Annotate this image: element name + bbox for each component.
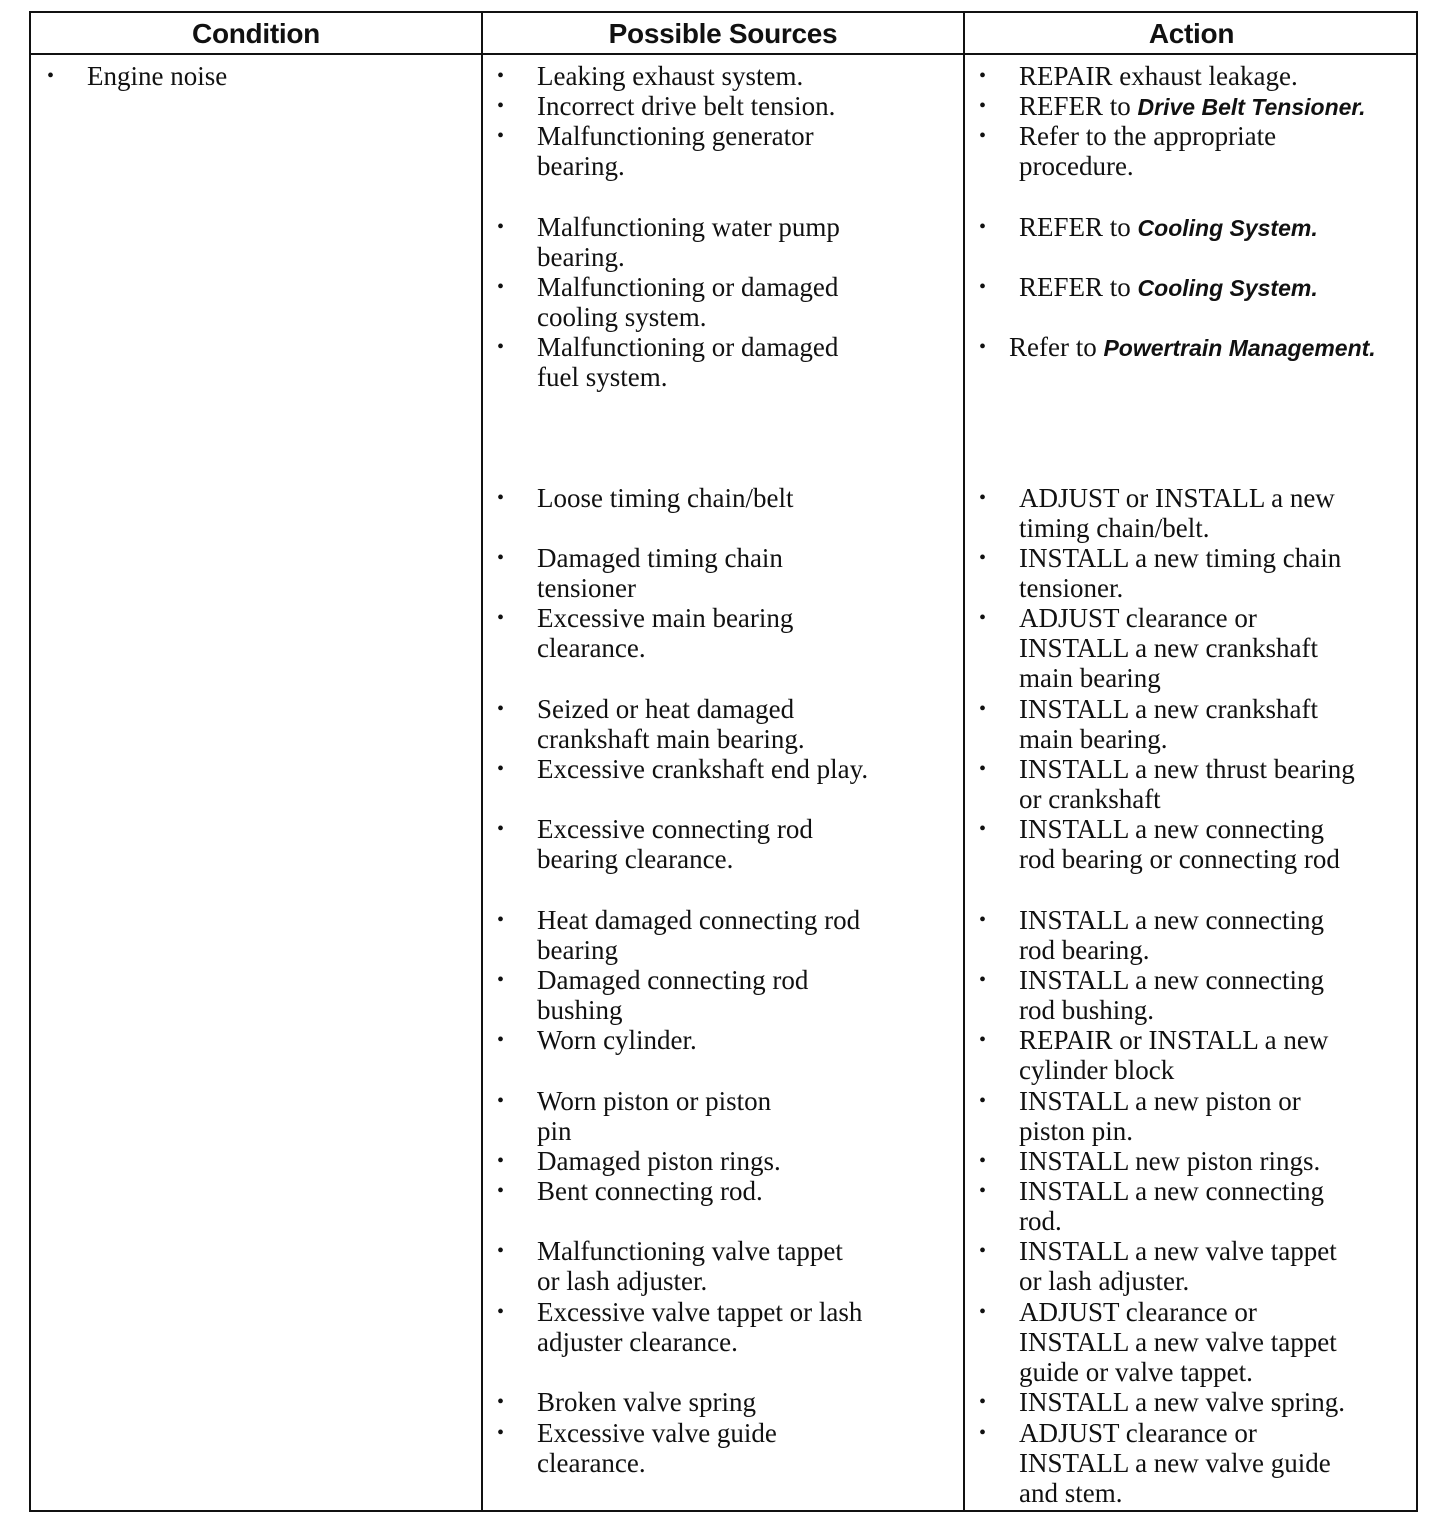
action-label: INSTALL a new piston or piston pin. (1019, 1086, 1301, 1146)
bullet-icon: • (979, 1391, 987, 1413)
source-item (497, 1418, 777, 1478)
source-item (497, 1086, 771, 1146)
source-label: Excessive connecting rod bearing clearance. (537, 814, 813, 874)
source-label: Heat damaged connecting rod bearing (537, 905, 861, 965)
source-item (497, 212, 840, 272)
action-label: ADJUST clearance or INSTALL a new valve tappet guide or valve tappet. (1019, 1297, 1337, 1387)
action-item (979, 1297, 1337, 1387)
source-label: Malfunctioning valve tappet or lash adjuster. (537, 1236, 843, 1296)
bullet-icon: • (979, 818, 987, 840)
bullet-icon: • (979, 216, 987, 238)
action-item (979, 332, 1376, 363)
action-item (979, 1176, 1324, 1236)
bullet-icon: • (979, 758, 987, 780)
source-label: Damaged connecting rod bushing (537, 965, 809, 1025)
troubleshooting-table (29, 11, 1418, 1512)
action-label: INSTALL a new connecting rod. (1019, 1176, 1324, 1236)
bullet-icon: • (497, 547, 505, 569)
action-label: INSTALL a new thrust bearing or crankshaft (1019, 754, 1355, 814)
source-item (497, 1176, 763, 1206)
bullet-icon: • (497, 698, 505, 720)
bullet-icon: • (979, 1090, 987, 1112)
action-text (979, 754, 1355, 814)
source-text (497, 91, 835, 121)
bullet-icon: • (979, 65, 987, 87)
action-item (979, 905, 1324, 965)
action-item (979, 965, 1324, 1025)
action-text (979, 272, 1318, 303)
action-item (979, 1387, 1345, 1417)
bullet-icon: • (979, 1240, 987, 1262)
source-text (497, 905, 860, 965)
source-item (497, 965, 808, 1025)
source-label: Malfunctioning or damaged cooling system. (537, 272, 839, 332)
bullet-icon: • (979, 909, 987, 931)
action-text (979, 121, 1276, 181)
source-item (497, 483, 793, 513)
action-text (979, 1297, 1337, 1387)
action-text (979, 1176, 1324, 1236)
source-item (497, 1387, 756, 1417)
action-text (979, 212, 1318, 243)
bullet-icon: • (497, 1301, 505, 1323)
source-text (497, 332, 838, 392)
condition-text (47, 61, 227, 91)
action-text (979, 61, 1298, 91)
action-text (979, 905, 1324, 965)
action-text (979, 91, 1365, 122)
source-text (497, 603, 793, 663)
source-item (497, 121, 814, 181)
bullet-icon: • (497, 909, 505, 931)
bullet-icon: • (497, 818, 505, 840)
action-text (979, 814, 1340, 874)
action-item (979, 121, 1276, 181)
action-text (979, 1146, 1320, 1176)
action-item (979, 694, 1318, 754)
action-item (979, 754, 1355, 814)
bullet-icon: • (979, 1150, 987, 1172)
source-text (497, 1297, 862, 1357)
source-text (497, 1236, 843, 1296)
reference-link[interactable]: Drive Belt Tensioner. (1137, 94, 1366, 120)
bullet-icon: • (497, 1180, 505, 1202)
bullet-icon: • (497, 95, 505, 117)
condition-item (47, 61, 227, 91)
action-label: ADJUST clearance or INSTALL a new crankshaft main bearing (1019, 603, 1318, 693)
source-label: Malfunctioning generator bearing. (537, 121, 814, 181)
source-text (497, 965, 808, 1025)
action-label: INSTALL new piston rings. (1019, 1146, 1321, 1176)
action-item (979, 1146, 1320, 1176)
source-item (497, 603, 793, 663)
column-divider (481, 13, 483, 1510)
source-text (497, 1086, 771, 1146)
bullet-icon: • (497, 1240, 505, 1262)
bullet-icon: • (979, 336, 987, 358)
action-text (979, 1418, 1331, 1508)
source-item (497, 754, 868, 784)
source-item (497, 543, 783, 603)
condition-label: Engine noise (87, 61, 228, 91)
action-text (979, 543, 1341, 603)
bullet-icon: • (497, 1422, 505, 1444)
reference-link[interactable]: Powertrain Management. (1103, 335, 1376, 361)
bullet-icon: • (497, 487, 505, 509)
source-label: Seized or heat damaged crankshaft main bearing. (537, 694, 805, 754)
header-possible-sources: Possible Sources (608, 18, 838, 49)
bullet-icon: • (979, 969, 987, 991)
action-label: ADJUST or INSTALL a new timing chain/belt. (1019, 483, 1335, 543)
bullet-icon: • (497, 336, 505, 358)
source-text (497, 694, 805, 754)
action-item (979, 61, 1298, 91)
source-label: Malfunctioning water pump bearing. (537, 212, 840, 272)
source-text (497, 754, 868, 784)
action-label: REFER to (1019, 272, 1138, 302)
source-text (497, 483, 793, 513)
bullet-icon: • (979, 1180, 987, 1202)
source-text (497, 121, 814, 181)
source-label: Incorrect drive belt tension. (537, 91, 836, 121)
bullet-icon: • (979, 1301, 987, 1323)
action-text (979, 603, 1318, 693)
action-label: REFER to (1019, 212, 1138, 242)
action-label: REPAIR or INSTALL a new cylinder block (1019, 1025, 1329, 1085)
source-label: Bent connecting rod. (537, 1176, 763, 1206)
action-label: INSTALL a new valve spring. (1019, 1387, 1346, 1417)
source-text (497, 543, 783, 603)
action-item (979, 272, 1318, 303)
action-text (979, 332, 1376, 363)
source-label: Excessive valve guide clearance. (537, 1418, 777, 1478)
source-text (497, 61, 803, 91)
source-item (497, 1025, 697, 1055)
action-text (979, 1025, 1328, 1085)
source-label: Worn cylinder. (537, 1025, 697, 1055)
source-text (497, 1146, 781, 1176)
header-condition: Condition (192, 18, 320, 49)
action-label: Refer to the appropriate procedure. (1019, 121, 1277, 181)
source-item (497, 332, 838, 392)
action-text (979, 483, 1335, 543)
action-item (979, 483, 1335, 543)
bullet-icon: • (497, 1090, 505, 1112)
column-divider (963, 13, 965, 1510)
source-label: Excessive main bearing clearance. (537, 603, 794, 663)
bullet-icon: • (497, 125, 505, 147)
action-label: ADJUST clearance or INSTALL a new valve guide and stem. (1019, 1418, 1331, 1508)
bullet-icon: • (497, 969, 505, 991)
source-text (497, 814, 813, 874)
source-item (497, 1146, 781, 1176)
action-item (979, 814, 1340, 874)
source-label: Excessive valve tappet or lash adjuster clearance. (537, 1297, 863, 1357)
source-label: Damaged piston rings. (537, 1146, 781, 1176)
source-item (497, 694, 805, 754)
bullet-icon: • (497, 65, 505, 87)
action-text (979, 1086, 1301, 1146)
source-item (497, 1297, 862, 1357)
action-item (979, 1418, 1331, 1508)
action-label: INSTALL a new crankshaft main bearing. (1019, 694, 1318, 754)
action-item (979, 1086, 1301, 1146)
source-label: Excessive crankshaft end play. (537, 754, 869, 784)
source-text (497, 212, 840, 272)
bullet-icon: • (497, 1391, 505, 1413)
action-text (979, 1236, 1337, 1296)
action-label: REFER to (1019, 91, 1138, 121)
bullet-icon: • (497, 276, 505, 298)
source-text (497, 1025, 697, 1055)
action-label: INSTALL a new timing chain tensioner. (1019, 543, 1342, 603)
reference-link[interactable]: Cooling System. (1137, 275, 1318, 301)
action-text (979, 965, 1324, 1025)
bullet-icon: • (497, 1150, 505, 1172)
bullet-icon: • (979, 487, 987, 509)
source-item (497, 905, 860, 965)
action-text (979, 694, 1318, 754)
bullet-icon: • (497, 758, 505, 780)
bullet-icon: • (979, 1029, 987, 1051)
header-divider (31, 53, 1416, 55)
action-label: INSTALL a new connecting rod bearing. (1019, 905, 1324, 965)
bullet-icon: • (497, 1029, 505, 1051)
action-item (979, 543, 1341, 603)
action-label: REPAIR exhaust leakage. (1019, 61, 1298, 91)
action-item (979, 603, 1318, 693)
header-action: Action (1148, 18, 1235, 49)
source-text (497, 272, 838, 332)
source-label: Broken valve spring (537, 1387, 756, 1417)
source-text (497, 1418, 777, 1478)
bullet-icon: • (979, 547, 987, 569)
reference-link[interactable]: Cooling System. (1137, 215, 1318, 241)
source-label: Loose timing chain/belt (537, 483, 794, 513)
action-item (979, 212, 1318, 243)
bullet-icon: • (979, 125, 987, 147)
bullet-icon: • (497, 607, 505, 629)
action-item (979, 1236, 1337, 1296)
source-text (497, 1176, 763, 1206)
bullet-icon: • (979, 95, 987, 117)
source-text (497, 1387, 756, 1417)
action-label: INSTALL a new valve tappet or lash adjuster. (1019, 1236, 1337, 1296)
source-item (497, 61, 803, 91)
bullet-icon: • (979, 1422, 987, 1444)
action-label: Refer to (1009, 332, 1104, 362)
action-item (979, 1025, 1328, 1085)
source-label: Malfunctioning or damaged fuel system. (537, 332, 839, 392)
bullet-icon: • (497, 216, 505, 238)
source-item (497, 1236, 843, 1296)
source-label: Damaged timing chain tensioner (537, 543, 783, 603)
source-item (497, 91, 835, 121)
source-item (497, 272, 838, 332)
bullet-icon: • (979, 698, 987, 720)
action-item (979, 91, 1365, 122)
bullet-icon: • (47, 65, 55, 87)
source-label: Worn piston or piston pin (537, 1086, 772, 1146)
action-label: INSTALL a new connecting rod bearing or connecting rod (1019, 814, 1340, 874)
action-label: INSTALL a new connecting rod bushing. (1019, 965, 1324, 1025)
bullet-icon: • (979, 276, 987, 298)
source-label: Leaking exhaust system. (537, 61, 804, 91)
action-text (979, 1387, 1345, 1417)
bullet-icon: • (979, 607, 987, 629)
source-item (497, 814, 813, 874)
